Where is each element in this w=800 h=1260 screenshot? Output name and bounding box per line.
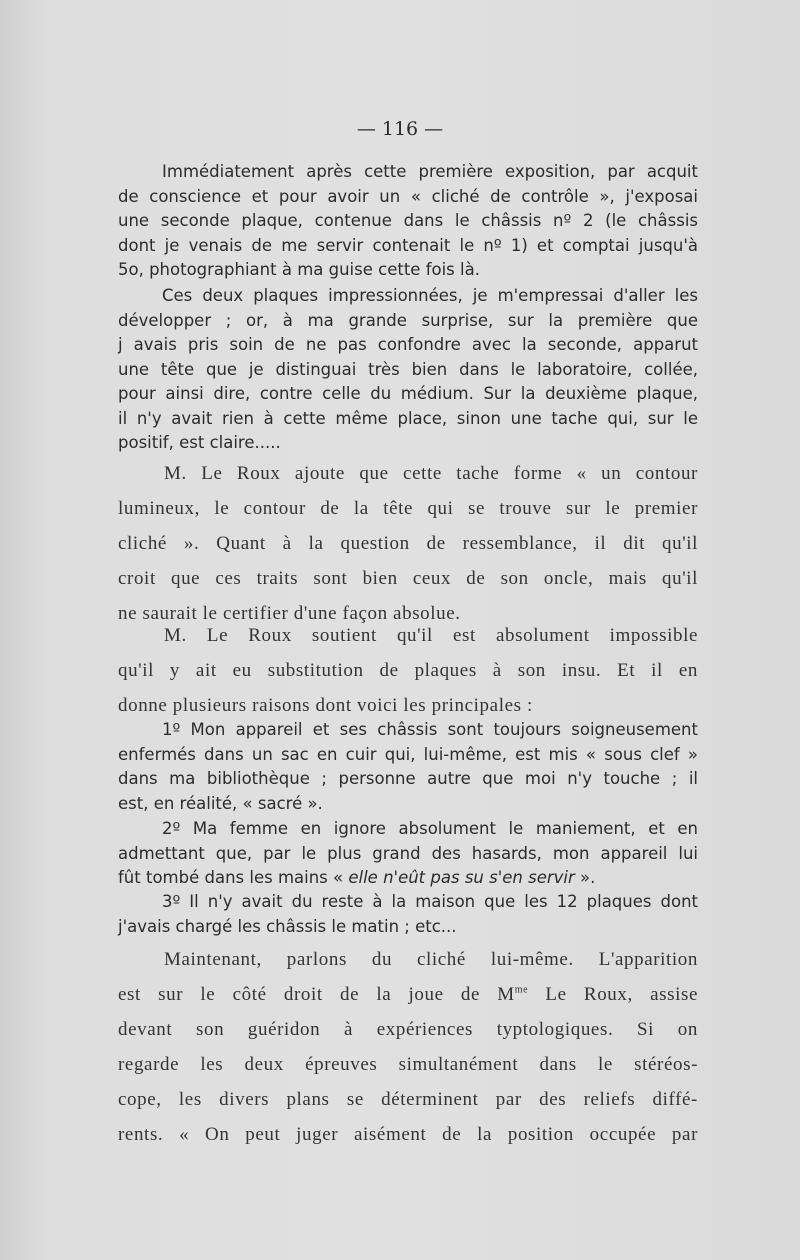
text-line: développer ; or, à ma grande surprise, sur la première que <box>118 310 698 330</box>
text-line: cope, les divers plans se déterminent par des reliefs diffé- <box>118 1089 698 1110</box>
text-line: M. Le Roux soutient qu'il est absolument impossible <box>164 625 698 646</box>
text-line: de conscience et pour avoir un « cliché de contrôle », j'exposai <box>118 186 698 206</box>
text-line: il n'y avait rien à cette même place, sinon une tache qui, sur le <box>118 408 698 428</box>
text-line: une seconde plaque, contenue dans le châssis nº 2 (le châssis <box>118 211 698 230</box>
text-line: positif, est claire..... <box>118 433 281 452</box>
italic-quote: elle n'eût pas su s'en servir <box>348 868 575 887</box>
paragraph-first-exposure <box>118 160 698 283</box>
text-line: Ces deux plaques impressionnées, je m'empressai d'aller les <box>162 286 698 305</box>
text-line: Maintenant, parlons du cliché lui-même. L'apparition <box>164 949 698 970</box>
text-line: lumineux, le contour de la tête qui se trouve sur le premier <box>118 498 698 519</box>
text-line: devant son guéridon à expériences typtologiques. Si on <box>118 1019 698 1040</box>
text-line: qu'il y ait eu substitution de plaques à son insu. Et il en <box>118 660 698 681</box>
text-line: pour ainsi dire, contre celle du médium. Sur la deuxième plaque, <box>118 384 698 403</box>
text-fragment: ». <box>574 868 596 887</box>
text-line: rents. « On peut juger aisément de la position occupée par <box>118 1124 698 1145</box>
text-line: enfermés dans un sac en cuir qui, lui-même, est mis « sous clef » <box>118 744 698 764</box>
list-item-3 <box>118 890 698 939</box>
text-line: j'avais chargé les châssis le matin ; etc... <box>118 916 457 936</box>
text-line: admettant que, par le plus grand des hasards, mon appareil lui <box>118 843 698 863</box>
text-line: regarde les deux épreuves simultanément dans le stéréos- <box>118 1054 698 1075</box>
text-line: dans ma bibliothèque ; personne autre que moi n'y touche ; il <box>118 769 698 788</box>
page-number: — 116 — <box>356 118 444 140</box>
paragraph-le-roux-adds <box>118 456 698 631</box>
paragraph-le-roux-maintains <box>118 618 698 723</box>
superscript: me <box>514 984 529 996</box>
text-fragment: est sur le côté droit de la joue de M <box>118 984 515 1005</box>
list-item-2 <box>118 817 698 891</box>
text-fragment: Le Roux, assise <box>528 984 699 1005</box>
text-line: croit que ces traits sont bien ceux de son oncle, mais qu'il <box>118 568 698 589</box>
text-line: M. Le Roux ajoute que cette tache forme « un contour <box>164 463 698 484</box>
text-line: 1º Mon appareil et ses châssis sont toujours soigneusement <box>162 720 698 739</box>
text-line: 3º Il n'y avait du reste à la maison que les 12 plaques dont <box>162 892 698 911</box>
text-line <box>118 977 698 1012</box>
text-line: 5o, photographiant à ma guise cette fois là. <box>118 260 480 279</box>
text-line: Immédiatement après cette première exposition, par acquit <box>162 162 698 181</box>
paragraph-development <box>118 284 698 456</box>
text-line: une tête que je distinguai très bien dans le laboratoire, collée, <box>118 359 698 379</box>
text-line <box>118 866 698 891</box>
list-item-1 <box>118 718 698 816</box>
paragraph-the-plate <box>118 942 698 1152</box>
text-line: est, en réalité, « sacré ». <box>118 793 323 813</box>
text-line: 2º Ma femme en ignore absolument le maniement, et en <box>162 819 698 838</box>
text-line: donne plusieurs raisons dont voici les principales : <box>118 695 533 716</box>
text-line: cliché ». Quant à la question de ressemblance, il dit qu'il <box>118 533 698 554</box>
text-line: ne saurait le certifier d'une façon absolue. <box>118 603 461 624</box>
text-fragment: fût tombé dans les mains « <box>118 868 349 887</box>
text-line: j avais pris soin de ne pas confondre avec la seconde, apparut <box>118 335 698 354</box>
text-line: dont je venais de me servir contenait le nº 1) et comptai jusqu'à <box>118 235 698 255</box>
